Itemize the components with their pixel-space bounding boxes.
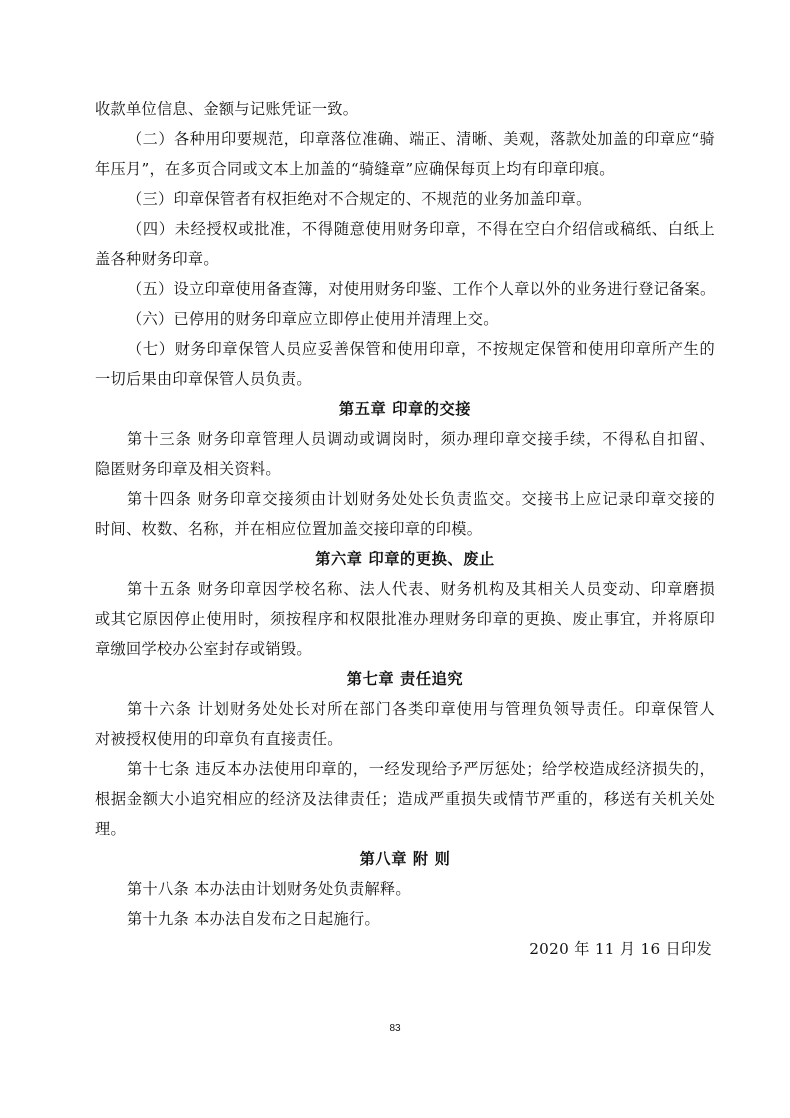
paragraph-line: 收款单位信息、金额与记账凭证一致。 [95, 100, 359, 118]
paragraph-line: 年压月”，在多页合同或文本上加盖的“骑缝章”应确保每页上均有印章印痕。 [95, 160, 615, 178]
paragraph-line: （五）设立印章使用备查簿，对使用财务印鉴、工作个人章以外的业务进行登记备案。 [127, 280, 716, 298]
paragraph-line: 时间、枚数、名称，并在相应位置加盖交接印章的印模。 [95, 520, 483, 538]
paragraph-line: （三）印章保管者有权拒绝对不合规定的、不规范的业务加盖印章。 [127, 190, 592, 208]
paragraph-line: 章缴回学校办公室封存或销毁。 [95, 640, 312, 658]
paragraph-line: 一切后果由印章保管人员负责。 [95, 370, 312, 388]
paragraph-line: （二）各种用印要规范，印章落位准确、端正、清晰、美观，落款处加盖的印章应“骑 [127, 130, 715, 148]
paragraph-line: 对被授权使用的印章负有直接责任。 [95, 730, 343, 748]
paragraph-line: （六）已停用的财务印章应立即停止使用并清理上交。 [127, 310, 499, 328]
paragraph-line: 盖各种财务印章。 [95, 250, 219, 268]
page-number: 83 [389, 1023, 401, 1034]
paragraph-line: 根据金额大小追究相应的经济及法律责任；造成严重损失或情节严重的，移送有关机关处 [95, 790, 715, 808]
paragraph-line: 隐匿财务印章及相关资料。 [95, 460, 281, 478]
chapter-heading: 第五章 印章的交接 [338, 400, 472, 418]
chapter-heading: 第八章 附 则 [359, 850, 451, 868]
paragraph-line: 第十八条 本办法由计划财务处负责解释。 [127, 880, 411, 898]
paragraph-line: 第十五条 财务印章因学校名称、法人代表、财务机构及其相关人员变动、印章磨损 [127, 580, 715, 598]
chapter-heading: 第六章 印章的更换、废止 [315, 550, 495, 568]
paragraph-line: （七）财务印章保管人员应妥善保管和使用印章，不按规定保管和使用印章所产生的 [127, 340, 715, 358]
chapter-heading: 第七章 责任追究 [346, 670, 464, 688]
paragraph-line: 第十九条 本办法自发布之日起施行。 [127, 910, 380, 928]
paragraph-line: 第十四条 财务印章交接须由计划财务处处长负责监交。交接书上应记录印章交接的 [127, 490, 715, 508]
issue-date: 2020 年 11 月 16 日印发 [529, 940, 712, 958]
paragraph-line: 第十六条 计划财务处处长对所在部门各类印章使用与管理负领导责任。印章保管人 [127, 700, 715, 718]
paragraph-line: 第十三条 财务印章管理人员调动或调岗时，须办理印章交接手续，不得私自扣留、 [127, 430, 715, 448]
paragraph-line: 或其它原因停止使用时，须按程序和权限批准办理财务印章的更换、废止事宜，并将原印 [95, 610, 715, 628]
paragraph-line: 理。 [95, 820, 126, 838]
paragraph-line: 第十七条 违反本办法使用印章的，一经发现给予严厉惩处；给学校造成经济损失的， [127, 760, 715, 778]
paragraph-line: （四）未经授权或批准，不得随意使用财务印章，不得在空白介绍信或稿纸、白纸上 [127, 220, 715, 238]
